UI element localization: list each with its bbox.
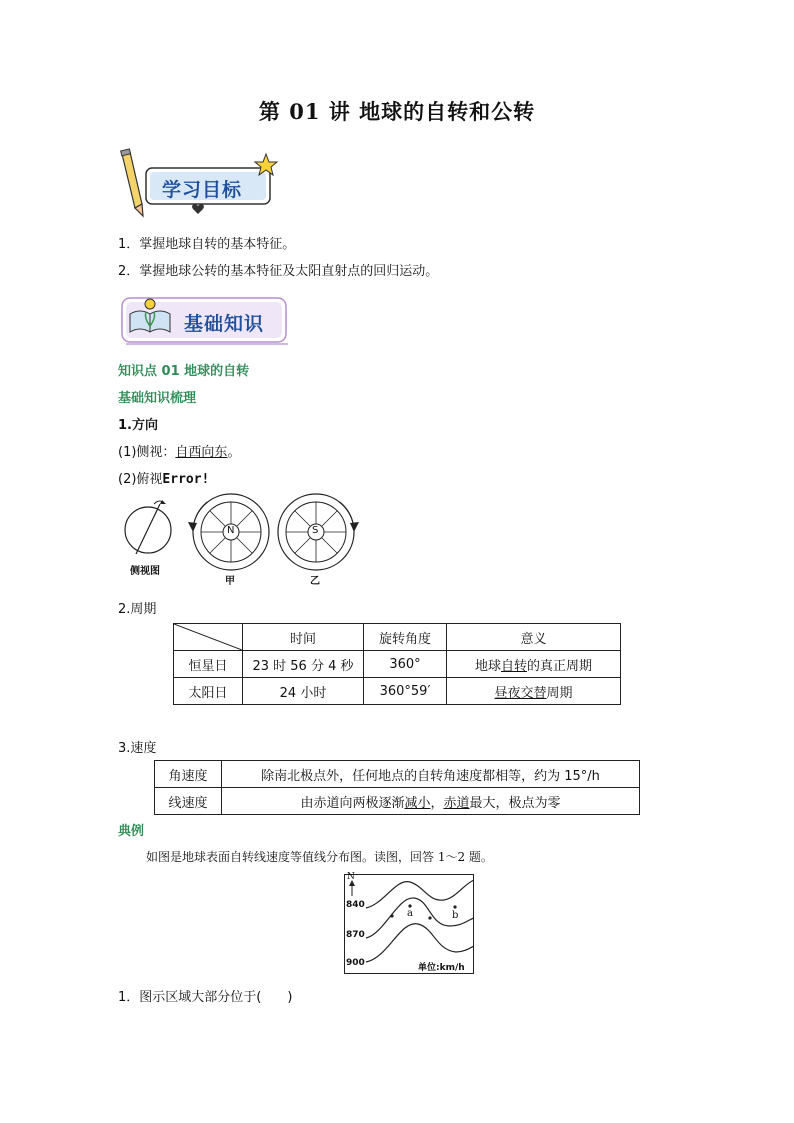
table-row xyxy=(155,761,640,788)
jia-caption: 甲 xyxy=(225,576,235,587)
side-view-suffix: 。 xyxy=(227,445,241,460)
section-period: 2.周期 xyxy=(118,602,157,617)
point-b-label: b xyxy=(452,910,459,921)
linear-speed-label: 线速度 xyxy=(155,788,222,815)
side-view-answer: 自西向东 xyxy=(175,445,228,460)
isoline-870: 870 xyxy=(346,930,365,940)
error-text: Error! xyxy=(162,472,210,487)
row-time: 23 时 56 分 4 秒 xyxy=(243,651,364,678)
goal-2: 2．掌握地球公转的基本特征及太阳直射点的回归运动。 xyxy=(118,264,439,279)
header-angle: 旋转角度 xyxy=(364,624,447,651)
goal-1: 1．掌握地球自转的基本特征。 xyxy=(118,237,296,252)
table-row xyxy=(155,788,640,815)
south-pole-view-yi xyxy=(278,494,359,570)
row-meaning: 地球自转的真正周期 xyxy=(447,651,621,678)
row-name: 太阳日 xyxy=(174,678,243,705)
header-time: 时间 xyxy=(243,624,364,651)
learning-goals-banner xyxy=(116,148,282,218)
row-time: 24 小时 xyxy=(243,678,364,705)
angular-speed-label: 角速度 xyxy=(155,761,222,788)
top-view-line xyxy=(118,468,209,487)
row-angle: 360° xyxy=(364,651,447,678)
linear-speed-value: 由赤道向两极逐渐减小，赤道最大，极点为零 xyxy=(222,788,640,815)
knowledge-subheading: 基础知识梳理 xyxy=(118,391,197,406)
north-label: N xyxy=(227,525,235,536)
angular-speed-value: 除南北极点外，任何地点的自转角速度都相等，约为 15°/h xyxy=(222,761,640,788)
question-1: 1．图示区域大部分位于( ) xyxy=(118,990,293,1005)
side-view-caption: 侧视图 xyxy=(130,566,160,577)
section-speed: 3.速度 xyxy=(118,741,157,756)
south-label: S xyxy=(312,525,319,536)
page-title: 第 01 讲 地球的自转和公转 xyxy=(258,99,536,124)
row-meaning: 昼夜交替周期 xyxy=(447,678,621,705)
example-heading: 典例 xyxy=(118,824,145,839)
header-meaning: 意义 xyxy=(447,624,621,651)
row-name: 恒星日 xyxy=(174,651,243,678)
diagonal-header-cell xyxy=(174,624,243,651)
learning-goals-label: 学习目标 xyxy=(162,179,243,201)
north-arrow-label: N xyxy=(347,872,355,882)
basic-knowledge-label: 基础知识 xyxy=(184,313,265,335)
table-row xyxy=(174,678,621,705)
rotation-figure xyxy=(118,492,368,586)
yi-caption: 乙 xyxy=(310,576,320,587)
side-view-prefix: (1)侧视： xyxy=(118,445,176,460)
isoline-figure xyxy=(344,874,474,974)
isoline-900: 900 xyxy=(346,958,365,968)
point-a-label: a xyxy=(407,908,413,919)
isoline-840: 840 xyxy=(346,900,365,910)
speed-table xyxy=(154,760,640,815)
basic-knowledge-banner xyxy=(120,296,290,348)
section-direction: 1.方向 xyxy=(118,418,158,433)
row-angle: 360°59′ xyxy=(364,678,447,705)
period-table xyxy=(173,623,621,705)
side-view-line xyxy=(118,441,240,460)
knowledge-point-heading: 知识点 01 地球的自转 xyxy=(118,364,250,379)
unit-label: 单位:km/h xyxy=(418,963,465,973)
table-row xyxy=(174,651,621,678)
top-view-prefix: (2)俯视 xyxy=(118,472,163,487)
example-text: 如图是地球表面自转线速度等值线分布图。读图，回答 1～2 题。 xyxy=(146,850,493,864)
